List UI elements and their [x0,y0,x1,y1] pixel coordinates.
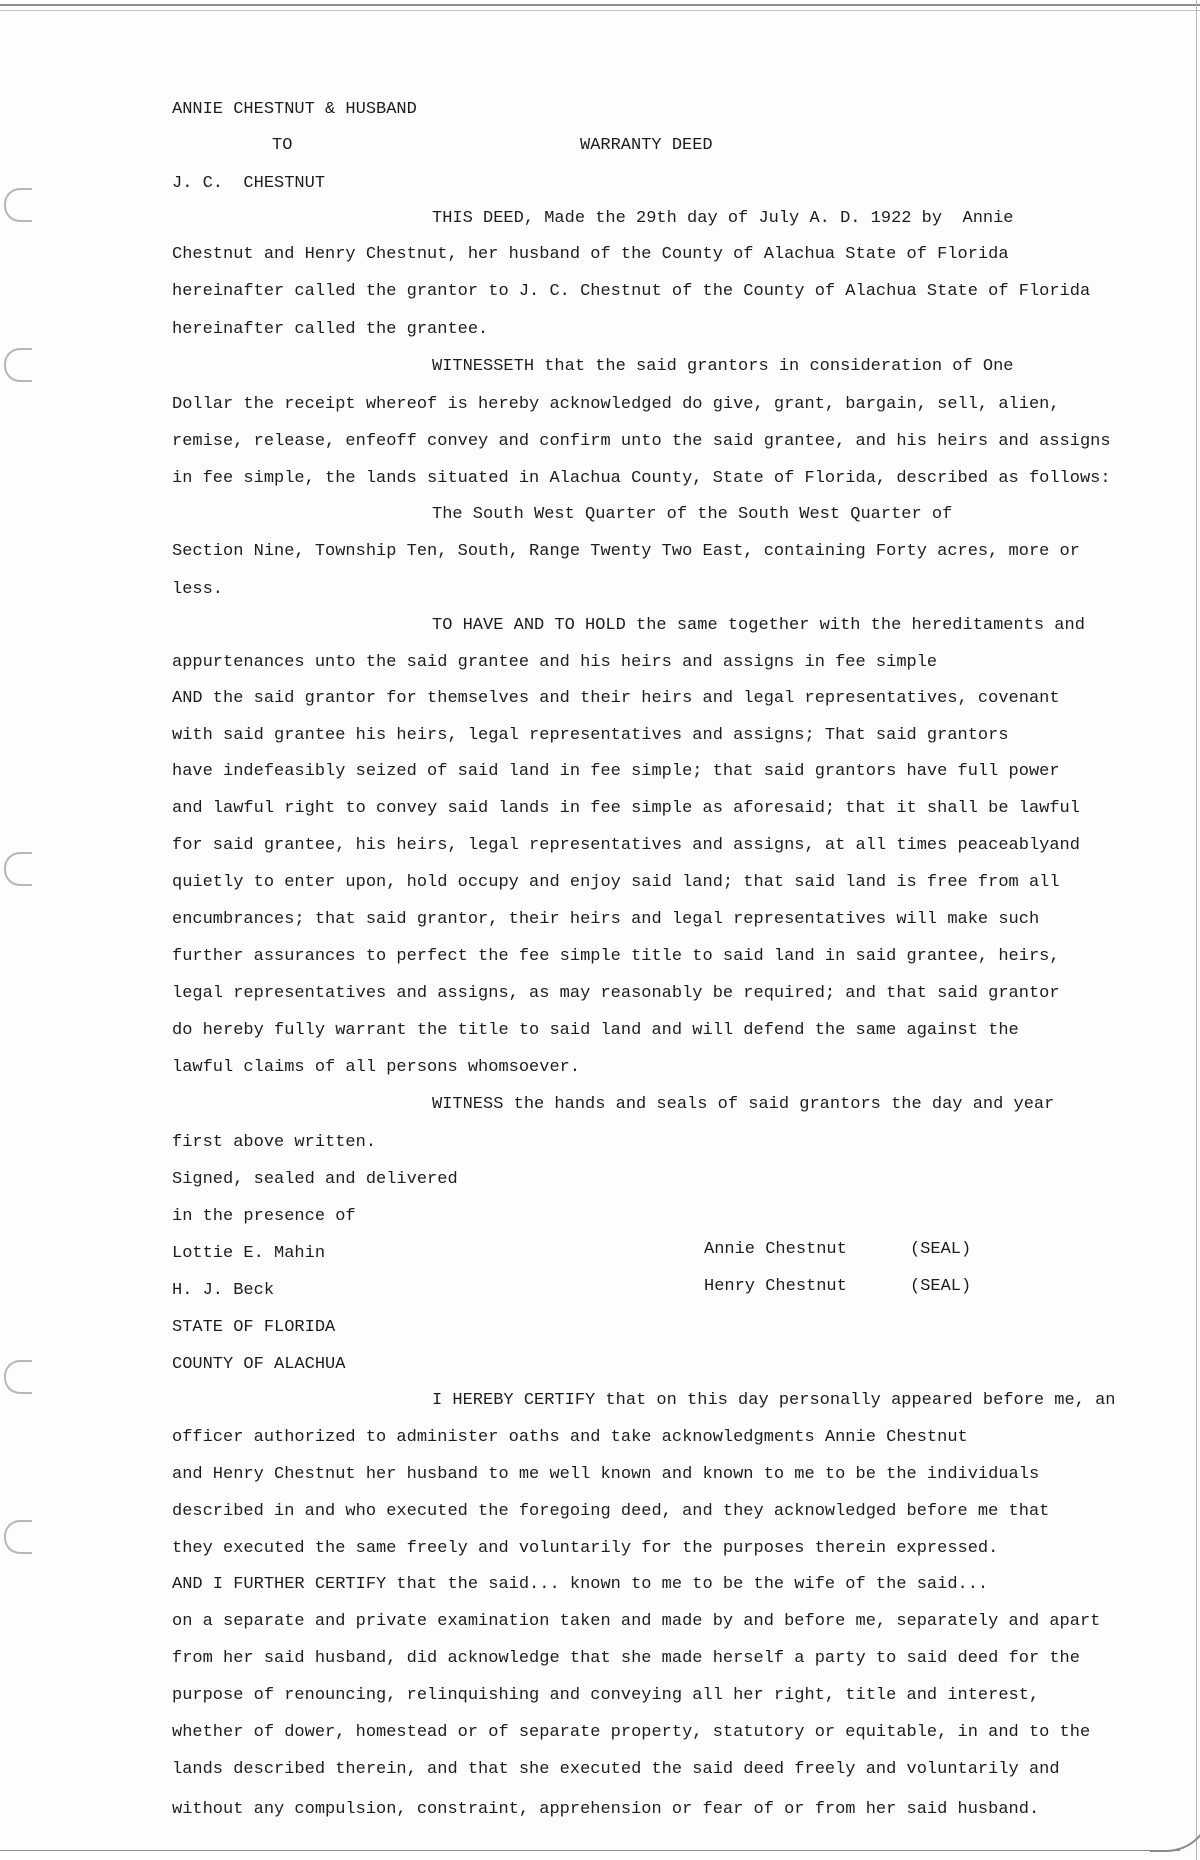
seal-label: (SEAL) [910,1277,972,1296]
state-heading: STATE OF FLORIDA [172,1318,336,1337]
page-corner-curl [1150,1790,1200,1852]
signatory-name: Henry Chestnut [704,1277,847,1296]
body-line: Signed, sealed and delivered [172,1170,458,1189]
bottom-rule [0,1850,1180,1851]
acknowledgment-line: described in and who executed the foregoing deed, and they acknowledged before me that [172,1502,1050,1521]
grantee-heading: J. C. CHESTNUT [172,174,326,193]
body-line: first above written. [172,1133,377,1152]
punch-hole-icon [4,348,32,382]
document-title: WARRANTY DEED [580,136,713,155]
acknowledgment-line: lands described therein, and that she executed the said deed freely and voluntarily and [172,1760,1060,1779]
body-line: in the presence of [172,1207,356,1226]
acknowledgment-line: on a separate and private examination taken and made by and before me, separately and apart [172,1612,1101,1631]
body-line: remise, release, enfeoff convey and confirm unto the said grantee, and his heirs and assigns [172,432,1111,451]
acknowledgment-line: I HEREBY CERTIFY that on this day personally appeared before me, an [432,1391,1116,1410]
body-line: WITNESSETH that the said grantors in consideration of One [432,357,1014,376]
acknowledgment-line: officer authorized to administer oaths and take acknowledgments Annie Chestnut [172,1428,968,1447]
body-line: with said grantee his heirs, legal representatives and assigns; That said grantors [172,726,1009,745]
body-line: Dollar the receipt whereof is hereby acknowledged do give, grant, bargain, sell, alien, [172,395,1060,414]
body-line: Chestnut and Henry Chestnut, her husband of the County of Alachua State of Florida [172,245,1009,264]
body-line: less. [172,580,224,599]
body-line: further assurances to perfect the fee simple title to said land in said grantee, heirs, [172,947,1060,966]
body-line: WITNESS the hands and seals of said grantors the day and year [432,1095,1055,1114]
body-line: lawful claims of all persons whomsoever. [172,1058,581,1077]
punch-hole-icon [4,852,32,886]
body-line: Section Nine, Township Ten, South, Range Twenty Two East, containing Forty acres, more or [172,542,1080,561]
body-line: quietly to enter upon, hold occupy and enjoy said land; that said land is free from all [172,873,1060,892]
acknowledgment-line: and Henry Chestnut her husband to me well known and known to me to be the individuals [172,1465,1040,1484]
top-rule [0,4,1200,6]
page-right-edge [1196,0,1197,1860]
grantor-heading: ANNIE CHESTNUT & HUSBAND [172,100,417,119]
body-line: AND the said grantor for themselves and their heirs and legal representatives, covenant [172,689,1060,708]
body-line: in fee simple, the lands situated in Alachua County, State of Florida, described as follows: [172,469,1111,488]
body-line: do hereby fully warrant the title to said land and will defend the same against the [172,1021,1019,1040]
acknowledgment-line: from her said husband, did acknowledge that she made herself a party to said deed for the [172,1649,1080,1668]
punch-hole-icon [4,188,32,222]
body-line: encumbrances; that said grantor, their heirs and legal representatives will make such [172,910,1040,929]
body-line: hereinafter called the grantee. [172,320,489,339]
witness-name: H. J. Beck [172,1281,275,1300]
county-heading: COUNTY OF ALACHUA [172,1355,346,1374]
body-line: legal representatives and assigns, as may reasonably be required; and that said grantor [172,984,1060,1003]
acknowledgment-line: without any compulsion, constraint, apprehension or fear of or from her said husband. [172,1800,1040,1819]
top-rule-secondary [0,10,1200,11]
body-line: THIS DEED, Made the 29th day of July A. D. 1922 by Annie [432,209,1014,228]
body-line: for said grantee, his heirs, legal representatives and assigns, at all times peaceablyand [172,836,1080,855]
body-line: hereinafter called the grantor to J. C. Chestnut of the County of Alachua State of Florida [172,282,1091,301]
witness-name: Lottie E. Mahin [172,1244,326,1263]
body-line: and lawful right to convey said lands in fee simple as aforesaid; that it shall be lawful [172,799,1080,818]
to-heading: TO [272,136,293,155]
punch-hole-icon [4,1360,32,1394]
punch-hole-icon [4,1520,32,1554]
property-description: The South West Quarter of the South West Quarter of [432,505,953,524]
acknowledgment-line: purpose of renouncing, relinquishing and conveying all her right, title and interest, [172,1686,1040,1705]
acknowledgment-line: whether of dower, homestead or of separate property, statutory or equitable, in and to the [172,1723,1091,1742]
seal-label: (SEAL) [910,1240,972,1259]
body-line: appurtenances unto the said grantee and his heirs and assigns in fee simple [172,653,938,672]
body-line: have indefeasibly seized of said land in fee simple; that said grantors have full power [172,762,1060,781]
acknowledgment-line: AND I FURTHER CERTIFY that the said... known to me to be the wife of the said... [172,1575,989,1594]
signatory-name: Annie Chestnut [704,1240,847,1259]
body-line: TO HAVE AND TO HOLD the same together with the hereditaments and [432,616,1085,635]
acknowledgment-line: they executed the same freely and voluntarily for the purposes therein expressed. [172,1539,999,1558]
